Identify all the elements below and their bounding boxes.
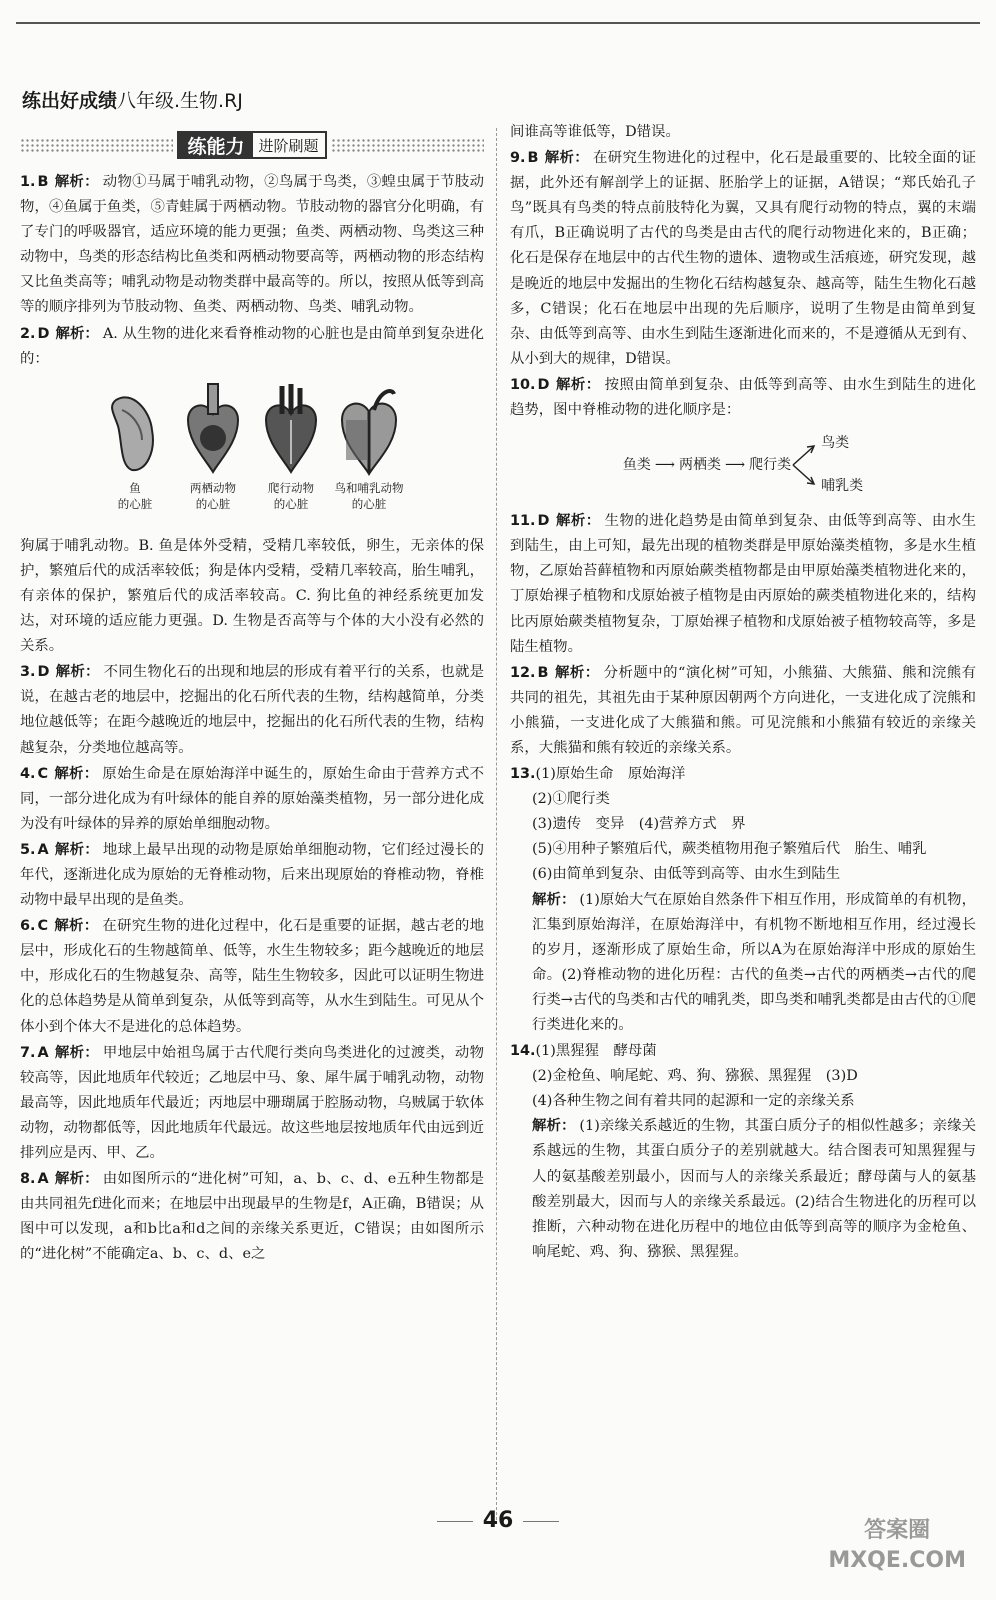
branch-arrow-icon xyxy=(791,443,817,487)
amphibian-heart: 两栖动物 的心脏 xyxy=(178,380,248,530)
running-header xyxy=(22,86,243,113)
reptile-heart: 爬行动物 的心脏 xyxy=(256,380,326,530)
answer-14: 14.(1)黑猩猩 酵母菌 (2)金枪鱼、响尾蛇、鸡、狗、猕猴、黑猩猩 (3)D (4)各种生物之间有着共同的起源和一定的亲缘关系 解析： (1)亲缘关系越近的生物，其蛋白质分子的相似性越多；亲缘关系越远的生物，其蛋白质分子的差别就越大。结合图表可知黑猩猩与人的氨基酸差别最小，因而与人的亲缘关系最近；酵母菌与人的氨基酸差别最大，因而与人的亲缘关系最远。(2)结合生物进化的历程可以推断，六种动物在进化历程中的地位由低等到高等的顺序为金枪鱼、响尾蛇、鸡、狗、猕猴、黑猩猩。 xyxy=(510,1043,976,1260)
left-column xyxy=(20,170,484,1268)
evo-fish: 鱼类 xyxy=(622,456,651,473)
answer-12: 12. B 解析： 分析题中的“演化树”可知，小熊猫、大熊猫、熊和浣熊有共同的祖先，其祖先由于某种原因朝两个方向进化，一支进化成了浣熊和小熊猫，一支进化成了大熊猫和熊。可见浣熊和小熊猫有较近的亲缘关系，大熊猫和熊有较近的亲缘关系。 xyxy=(510,664,976,756)
reptile-heart-icon xyxy=(258,380,324,480)
evo-bird: 鸟类 xyxy=(821,435,850,452)
answer-11: 11. D 解析： 生物的进化趋势是由简单到复杂、由低等到高等、由水生到陆生，由上可知，最先出现的植物类群是甲原始藻类植物，多是水生植物，乙原始苔藓植物和丙原始蕨类植物都是由甲原始藻类植物进化来的，丁原始裸子植物和戊原始被子植物是由丙原始的蕨类植物进化来的，结构比丙原始蕨类植物复杂，丁原始裸子植物和戊原始被子植物较高等，多是陆生植物。 xyxy=(510,513,976,655)
fish-heart: 鱼 的心脏 xyxy=(100,380,170,530)
answer-8: 8. A 解析： 由如图所示的“进化树”可知，a、b、c、d、e五种生物都是由共同祖先f进化而来；在地层中出现最早的生物是f，A正确，B错误；从图中可以发现，a和b比a和d之间的亲缘关系更近，C错误；由如图所示的“进化树”不能确定a、b、c、d、e之 xyxy=(20,1171,484,1263)
answer-13: 13.(1)原始生命 原始海洋 (2)①爬行类 (3)遗传 变异 (4)营养方式 界 (5)④用种子繁殖后代，蕨类植物用孢子繁殖后代 胎生、哺乳 (6)由简单到复杂、由低等到高等、由水生到陆生 解析： (1)原始大气在原始自然条件下相互作用，形成简单的有机物，汇集到原始海洋，在原始海洋中，有机物不断地相互作用，经过漫长的岁月，逐渐形成了原始生命，所以A为在原始海洋中形成的原始生命。(2)脊椎动物的进化历程：古代的鱼类→古代的两栖类→古代的爬行类→古代的鸟类和古代的哺乳类，即鸟类和哺乳类都是由古代的①爬行类进化来的。 xyxy=(510,766,976,1033)
watermark-logo: 答案圈 MXQE.COM xyxy=(828,1518,966,1573)
evo-mammal: 哺乳类 xyxy=(821,478,864,495)
bird-mammal-heart-icon xyxy=(336,380,402,480)
column-divider xyxy=(496,128,497,1520)
amphibian-heart-icon xyxy=(180,380,246,480)
answer-1: 1. B 解析： 动物①马属于哺乳动物，②鸟属于鸟类，③蝗虫属于节肢动物，④鱼属于鱼类，⑤青蛙属于两栖动物。节肢动物的器官分化明确，有了专门的呼吸器官，适应环境的能力更强；鱼类、两栖动物、鸟类这三种动物中，鸟类的形态结构比鱼类和两栖动物要高等，两栖动物的形态结构又比鱼类高等；哺乳动物是动物类群中最高等的。所以，按照从低等到高等的顺序排列为节肢动物、鱼类、两栖动物、鸟类、哺乳动物。 xyxy=(20,174,484,316)
answer-3: 3. D 解析： 不同生物化石的出现和地层的形成有着平行的关系，也就是说，在越古老的地层中，挖掘出的化石所代表的生物，结构越简单，分类地位越低等；在距今越晚近的地层中，挖掘出的化石所代表的生物，结构越复杂，分类地位越高等。 xyxy=(20,664,484,756)
arrow-icon: ⟶ xyxy=(725,456,746,473)
answer-2: 2. D 解析： A. 从生物的进化来看脊椎动物的心脏也是由简单到复杂进化的： 鱼 的心脏 两栖动物 的心脏 爬行动物 的心脏 鸟和哺乳动物 的心脏 狗属于哺乳动物。B. 鱼是体外受精，受精几率较低，卵生，无亲体的保护，繁殖后代的成活率较低；狗是体内受精，受精几率较高，胎生哺乳，有亲体的保护，繁殖后代的成活率较高。C. 狗比鱼的神经系统更加发达，对环境的适应能力更强。D. 生物是否高等与个体的大小没有必然的关系。 xyxy=(20,325,484,655)
top-rule xyxy=(16,22,980,24)
header-brand: 练出好成绩 xyxy=(22,90,118,112)
answer-5: 5. A 解析： 地球上最早出现的动物是原始单细胞动物，它们经过漫长的年代，逐渐进化成为原始的无脊椎动物，后来出现原始的脊椎动物，脊椎动物中最早出现的是鱼类。 xyxy=(20,841,484,909)
fish-heart-icon xyxy=(102,380,168,480)
evo-amphibian: 两栖类 xyxy=(679,456,721,473)
arrow-icon: ⟶ xyxy=(654,456,675,473)
heart-figure xyxy=(20,380,484,530)
page-number: 46 xyxy=(0,1508,996,1533)
bird-mammal-heart: 鸟和哺乳动物 的心脏 xyxy=(334,380,404,530)
answer-10: 10. D 解析： 按照由简单到复杂、由低等到高等、由水生到陆生的进化趋势，图中脊椎动物的进化顺序是： 鱼类 ⟶ 两栖类 ⟶ 爬行类 鸟类 哺乳类 xyxy=(510,373,976,503)
banner-subtitle: 进阶刷题 xyxy=(258,136,319,155)
answer-8-continued: 间谁高等谁低等，D错误。 xyxy=(510,124,680,140)
evolution-sequence xyxy=(510,427,976,503)
right-column xyxy=(510,120,976,1266)
section-banner xyxy=(20,130,484,160)
header-subject: 八年级.生物.RJ xyxy=(117,90,243,112)
answer-7: 7. A 解析： 甲地层中始祖鸟属于古代爬行类向鸟类进化的过渡类，动物较高等，因此地质年代较近；乙地层中马、象、犀牛属于哺乳动物，动物最高等，因此地质年代最近；丙地层中珊瑚属于腔肠动物，乌贼属于软体动物，动物都低等，因此地质年代最远。故这些地层按地质年代由远到近排列应是丙、甲、乙。 xyxy=(20,1044,484,1161)
banner-title: 练能力 xyxy=(179,133,252,157)
evo-reptile: 爬行类 xyxy=(749,456,792,473)
answer-4: 4. C 解析： 原始生命是在原始海洋中诞生的，原始生命由于营养方式不同，一部分进化成为有叶绿体的能自养的原始藻类植物，另一部分进化成为没有叶绿体的异养的原始单细胞动物。 xyxy=(20,765,484,832)
answer-6: 6. C 解析： 在研究生物的进化过程中，化石是重要的证据，越古老的地层中，形成化石的生物越简单、低等，水生生物较多；距今越晚近的地层中，形成化石的生物越复杂、高等，陆生生物较多，因此可以证明生物进化的总体趋势是从简单到复杂，从低等到高等，从水生到陆生。可见从个体小到个体大不是进化的总体趋势。 xyxy=(20,918,484,1035)
answer-9: 9. B 解析： 在研究生物进化的过程中，化石是最重要的、比较全面的证据，此外还有解剖学上的证据、胚胎学上的证据，A错误；“郑氏始孔子鸟”既具有鸟类的特点前肢特化为翼，又具有爬行动物的特点，翼的末端有爪，B正确说明了古代的鸟类是由古代的爬行动物进化来的，B正确；化石是保存在地层中的古代生物的遗体、遗物或生活痕迹，研究发现，越是晚近的地层中发掘出的生物化石结构越复杂、越高等，陆生生物化石越多，C错误；化石在地层中出现的先后顺序，说明了生物是由简单到复杂、由低等到高等、由水生到陆生逐渐进化而来的，不是遵循从无到有、从小到大的规律，D错误。 xyxy=(510,150,976,367)
